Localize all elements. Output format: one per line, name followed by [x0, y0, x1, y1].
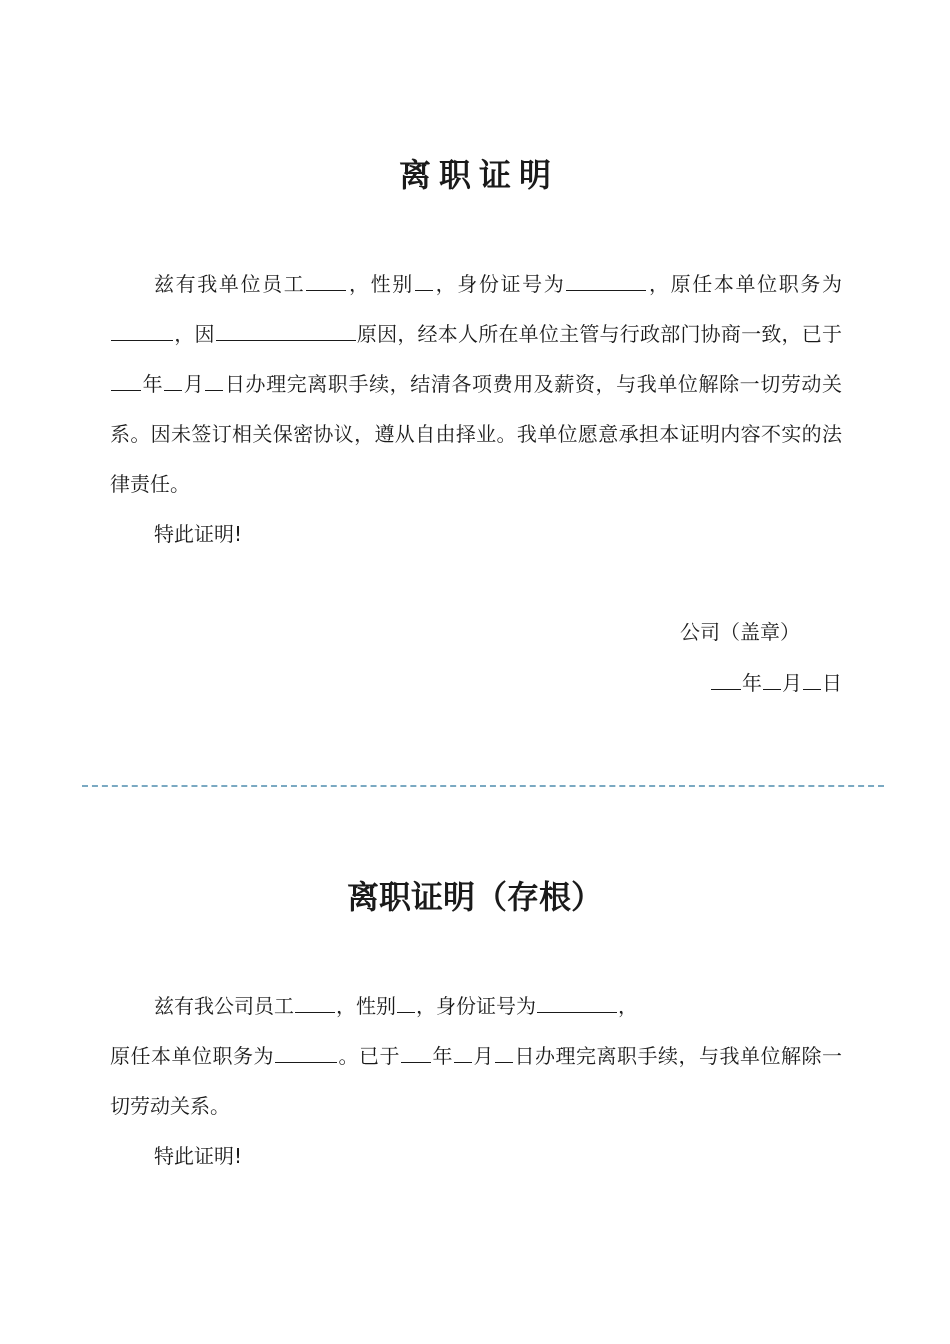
- stub-paragraph-1: [110, 981, 842, 1031]
- year-label: 年: [742, 671, 762, 695]
- certificate-title: 离职证明: [398, 156, 559, 194]
- certificate-body: [110, 259, 842, 559]
- month-blank: [164, 374, 182, 391]
- text-segment: 兹有我单位员工: [154, 272, 306, 296]
- text-segment: ，性别: [347, 272, 414, 296]
- signature-date: [710, 668, 842, 698]
- year-blank: [111, 374, 141, 391]
- stub-employee-name-blank: [295, 996, 335, 1013]
- day-blank: [205, 374, 223, 391]
- employee-name-blank: [306, 274, 346, 291]
- id-number-blank: [566, 274, 646, 291]
- sign-day-blank: [803, 673, 821, 690]
- text-segment: ，因: [174, 322, 215, 346]
- text-segment: 月: [183, 372, 205, 396]
- text-segment: 月: [473, 1044, 494, 1068]
- reason-blank: [216, 324, 356, 341]
- text-segment: 原因，经本人所在单位主管与行政部门协商一致，已于: [356, 322, 843, 346]
- text-segment: 年: [142, 372, 164, 396]
- text-segment: ，性别: [336, 994, 396, 1018]
- position-blank: [111, 324, 173, 341]
- text-segment: 原任本单位职务为: [110, 1044, 274, 1068]
- sign-year-blank: [711, 673, 741, 690]
- text-segment: ，身份证号为: [416, 994, 536, 1018]
- stub-day-blank: [495, 1046, 513, 1063]
- company-seal-label: 公司（盖章）: [680, 620, 800, 644]
- stub-body: [110, 981, 842, 1181]
- text-segment: ，身份证号为: [433, 272, 566, 296]
- certificate-closing: 特此证明!: [154, 522, 243, 546]
- stub-position-blank: [275, 1046, 337, 1063]
- stub-gender-blank: [397, 996, 415, 1013]
- text-segment: 日办理完离职手续，结清各项费用及薪资，与我单位解除一切劳动关系。因未签订相关保密协议，遵从自由择业。我单位愿意承担本证明内容不实的法律责任。: [110, 372, 843, 496]
- stub-id-number-blank: [537, 996, 617, 1013]
- text-segment: 日办理完离职手续，与我单位解除一切劳动关系。: [110, 1044, 842, 1118]
- month-label: 月: [782, 671, 802, 695]
- stub-paragraph-2: [110, 1031, 842, 1131]
- stub-title: 离职证明（存根）: [346, 878, 603, 916]
- stub-month-blank: [454, 1046, 472, 1063]
- sign-month-blank: [763, 673, 781, 690]
- stub-year-blank: [401, 1046, 431, 1063]
- text-segment: ，: [618, 994, 638, 1018]
- stub-closing: 特此证明!: [154, 1144, 243, 1168]
- dashed-cut-line: [82, 785, 884, 787]
- certificate-paragraph: [110, 259, 842, 509]
- day-label: 日: [822, 671, 842, 695]
- text-segment: ，原任本单位职务为: [647, 272, 843, 296]
- text-segment: 兹有我公司员工: [154, 994, 294, 1018]
- gender-blank: [415, 274, 433, 291]
- text-segment: 年: [432, 1044, 453, 1068]
- text-segment: 。已于: [338, 1044, 400, 1068]
